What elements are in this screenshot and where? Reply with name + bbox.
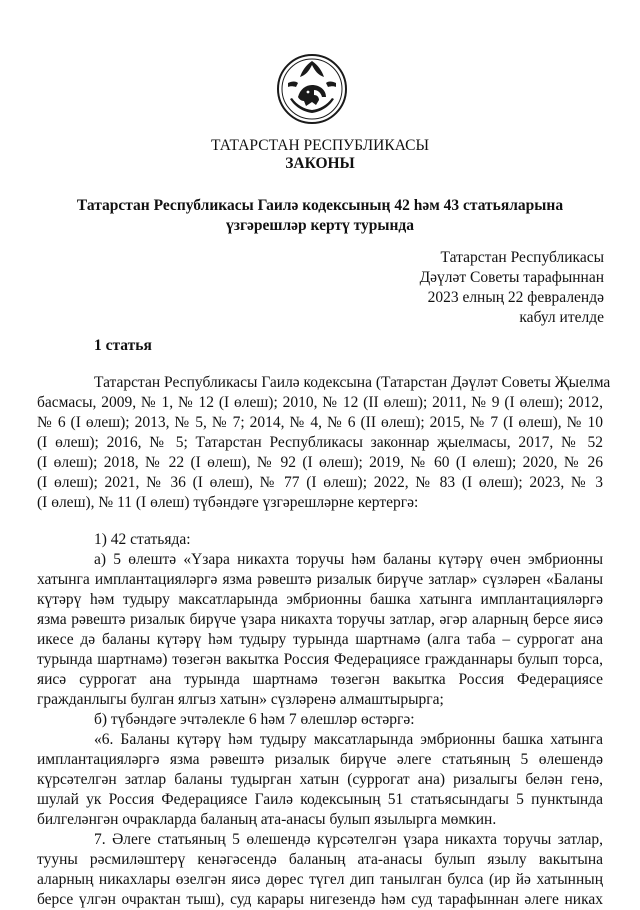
body-line: билгеләнгән очракларда баланың ата-анасы булып язылырга мөмкин.: [37, 811, 497, 828]
body-line: (I өлеш), № 11 (I өлеш) түбәндәге үзгәрешләрне кертергә:: [37, 494, 419, 511]
law-title: үзгәрешләр кертү турында: [225, 217, 415, 234]
body-line: язма рәвештә ризалык бирүче үзара никахта торучы затлар, әгәр аларның берсе яисә: [37, 611, 603, 628]
body-line: (I өлеш); 2021, № 36 (I өлеш), № 77 (I өлеш); 2022, № 83 (I өлеш); 2023, № 3: [37, 474, 603, 491]
body-line: «6. Баланы күтәрү һәм тудыру максатларында эмбрионны башка хатынга: [94, 731, 603, 748]
body-line: шулай ук Россия Федерациясе Гаилә кодексының 51 статьясындагы 5 пунктында: [37, 791, 603, 808]
body-line: (I өлеш); 2016, № 5; Татарстан Республикасы законнар җыелмасы, 2017, № 52: [37, 434, 603, 451]
adoption-note: Татарстан Республикасы: [440, 249, 604, 266]
body-line: тууны рәсмиләштерү кенәгәсендә баланың ата-анасы булып язылу вакытына: [37, 851, 603, 868]
body-line: турында шартнамә) төзегән вакытка Россия Федерациясе гражданнары булып торса,: [37, 651, 603, 668]
adoption-note: Дәүләт Советы тарафыннан: [419, 269, 604, 286]
republic-name: ТАТАРСТАН РЕСПУБЛИКАСЫ: [211, 137, 429, 154]
body-line: 7. Әлеге статьяның 5 өлешендә күрсәтелгән үзара никахта торучы затлар,: [94, 831, 603, 848]
body-line: күрсәтелгән затлар баланы тудырган хатын (суррогат ана) ризалыгы белән генә,: [37, 771, 603, 788]
body-line: икесе дә баланы күтәрү һәм тудыру турында шартнамә (алга таба – суррогат ана: [37, 631, 603, 648]
law-title: Татарстан Республикасы Гаилә кодексының 42 һәм 43 статьяларына: [76, 197, 564, 214]
body-line: 1) 42 статьяда:: [94, 531, 191, 548]
body-line: (I өлеш); 2018, № 22 (I өлеш), № 92 (I өлеш); 2019, № 60 (I өлеш); 2020, № 26: [37, 454, 603, 471]
article-heading: 1 статья: [94, 337, 152, 354]
coat-of-arms-icon: [276, 53, 348, 125]
body-line: яисә суррогат ана турында шартнамә төзегән вакытка Россия Федерациясе: [37, 671, 603, 688]
body-line: басмасы, 2009, № 1, № 12 (I өлеш); 2010, № 12 (II өлеш); 2011, № 9 (I өлеш); 2012,: [37, 394, 603, 411]
body-line: б) түбәндәге эчтәлекле 6 һәм 7 өлешләр өстәргә:: [94, 711, 415, 728]
body-line: Татарстан Республикасы Гаилә кодексына (Татарстан Дәүләт Советы Җыелма: [94, 374, 611, 391]
body-line: а) 5 өлештә «Үзара никахта торучы һәм баланы күтәрү өчен эмбрионны: [94, 551, 603, 568]
adoption-note: 2023 елның 22 февралендә: [427, 289, 604, 306]
body-line: хатынга имплантацияләргә язма рәвештә ризалык бирүче затлар» сүзләрен «Баланы: [37, 571, 603, 588]
body-line: күтәрү һәм тудыру максатларында эмбрионны башка хатынга имплантацияләргә: [37, 591, 603, 608]
body-line: имплантацияләргә язма рәвештә ризалык бирүче әлеге статьяның 5 өлешендә: [37, 751, 603, 768]
body-line: берсе үлгән очрактан тыш), суд карары нигезендә һәм суд тарафыннан әлеге никах: [37, 891, 603, 908]
adoption-note: кабул ителде: [519, 309, 604, 326]
document-type: ЗАКОНЫ: [285, 155, 355, 172]
body-line: № 6 (I өлеш); 2013, № 5, № 7; 2014, № 4, № 6 (II өлеш); 2015, № 7 (I өлеш), № 10: [37, 414, 603, 431]
body-line: аларның никахлары өзелгән яисә дөрес түгел дип танылган булса (ир йә хатынның: [37, 871, 603, 888]
body-line: гражданлыгы булган ялгыз хатын» сүзләренә алмаштырырга;: [37, 691, 444, 708]
